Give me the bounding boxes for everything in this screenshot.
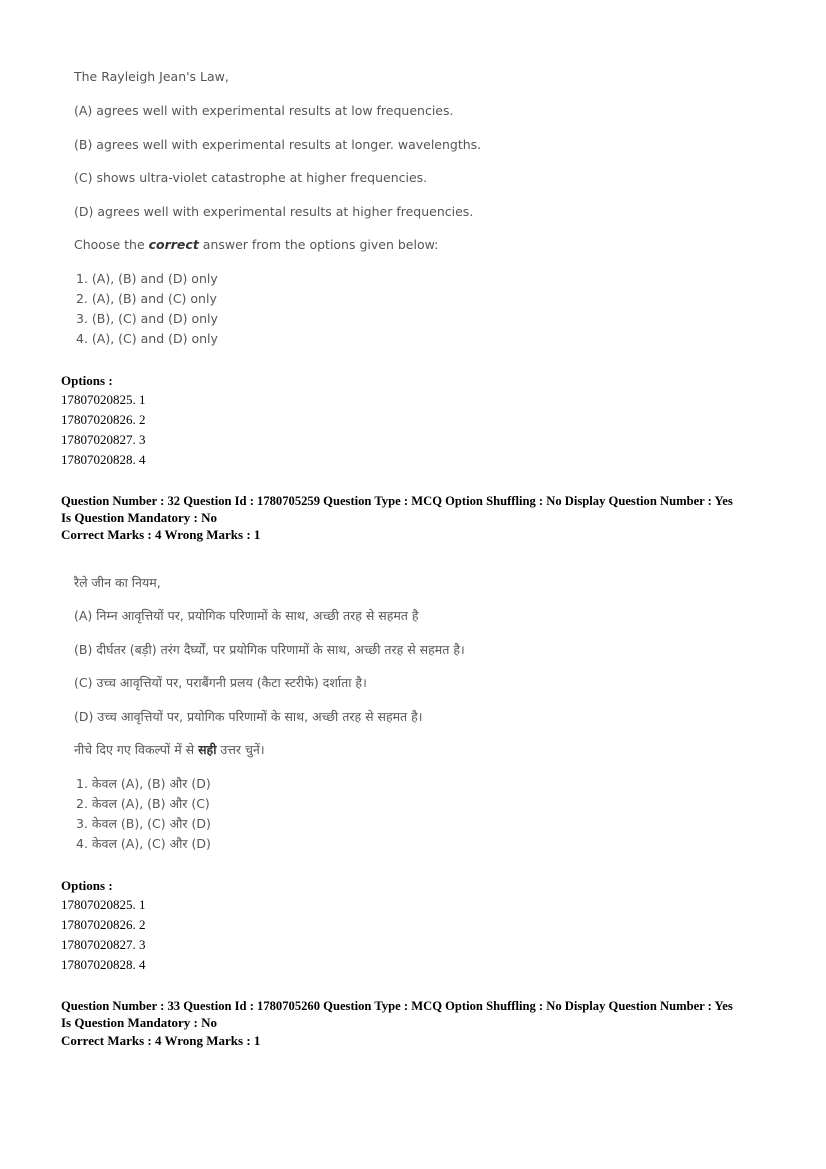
question-marks: Correct Marks : 4 Wrong Marks : 1 [61,1033,261,1048]
choose-instruction [74,741,265,758]
question-mandatory: Is Question Mandatory : No [61,510,218,525]
question-stem: रैले जीन का नियम, [74,575,161,590]
option-id: 17807020828. 4 [61,957,146,972]
question-stem: The Rayleigh Jean's Law, [74,69,229,84]
choose-text-bold: correct [148,237,199,252]
option-id: 17807020826. 2 [61,917,146,932]
statement-c: (C) उच्च आवृत्तियों पर, पराबैंगनी प्रलय (कैटा स्टरीफे) दर्शाता है। [74,675,367,690]
choose-text-bold: सही [198,742,217,757]
answer-option-2: 2. (A), (B) and (C) only [76,291,217,306]
statement-b: (B) दीर्घतर (बड़ी) तरंग दैर्घ्यों, पर प्रयोगिक परिणामों के साथ, अच्छी तरह से सहमत है। [74,642,465,657]
question-marks: Correct Marks : 4 Wrong Marks : 1 [61,527,261,542]
question-meta: Question Number : 33 Question Id : 1780705260 Question Type : MCQ Option Shuffling : No Display Question Number : Yes [61,999,733,1013]
option-id: 17807020825. 1 [61,392,146,407]
option-id: 17807020828. 4 [61,452,146,467]
question-31-image [0,0,826,360]
answer-option-3: 3. (B), (C) and (D) only [76,311,218,326]
choose-text-pre: Choose the [74,237,149,252]
option-id: 17807020826. 2 [61,412,146,427]
choose-instruction [74,237,438,252]
question-32-image [0,560,826,860]
statement-c: (C) shows ultra-violet catastrophe at higher frequencies. [74,170,428,185]
statement-a: (A) agrees well with experimental results at low frequencies. [74,103,454,118]
option-id: 17807020827. 3 [61,937,146,952]
choose-text-post: उत्तर चुनें। [216,742,265,757]
option-id: 17807020827. 3 [61,432,146,447]
answer-option-4: 4. (A), (C) and (D) only [76,331,218,346]
choose-text-pre: नीचे दिए गए विकल्पों में से [74,742,199,757]
question-mandatory: Is Question Mandatory : No [61,1015,218,1030]
statement-d: (D) उच्च आवृत्तियों पर, प्रयोगिक परिणामों के साथ, अच्छी तरह से सहमत है। [74,709,423,724]
answer-option-1: 1. (A), (B) and (D) only [76,271,218,286]
options-label: Options : [61,373,113,388]
options-label: Options : [61,878,113,893]
answer-option-4: 4. केवल (A), (C) और (D) [76,836,211,851]
question-meta: Question Number : 32 Question Id : 1780705259 Question Type : MCQ Option Shuffling : No Display Question Number : Yes [61,494,733,508]
option-id: 17807020825. 1 [61,897,146,912]
statement-a: (A) निम्न आवृत्तियों पर, प्रयोगिक परिणामों के साथ, अच्छी तरह से सहमत है [74,608,419,623]
answer-option-2: 2. केवल (A), (B) और (C) [76,796,210,811]
answer-option-1: 1. केवल (A), (B) और (D) [76,776,211,791]
choose-text-post: answer from the options given below: [198,237,439,252]
statement-b: (B) agrees well with experimental results at longer. wavelengths. [74,137,482,152]
statement-d: (D) agrees well with experimental results at higher frequencies. [74,204,474,219]
answer-option-3: 3. केवल (B), (C) और (D) [76,816,211,831]
